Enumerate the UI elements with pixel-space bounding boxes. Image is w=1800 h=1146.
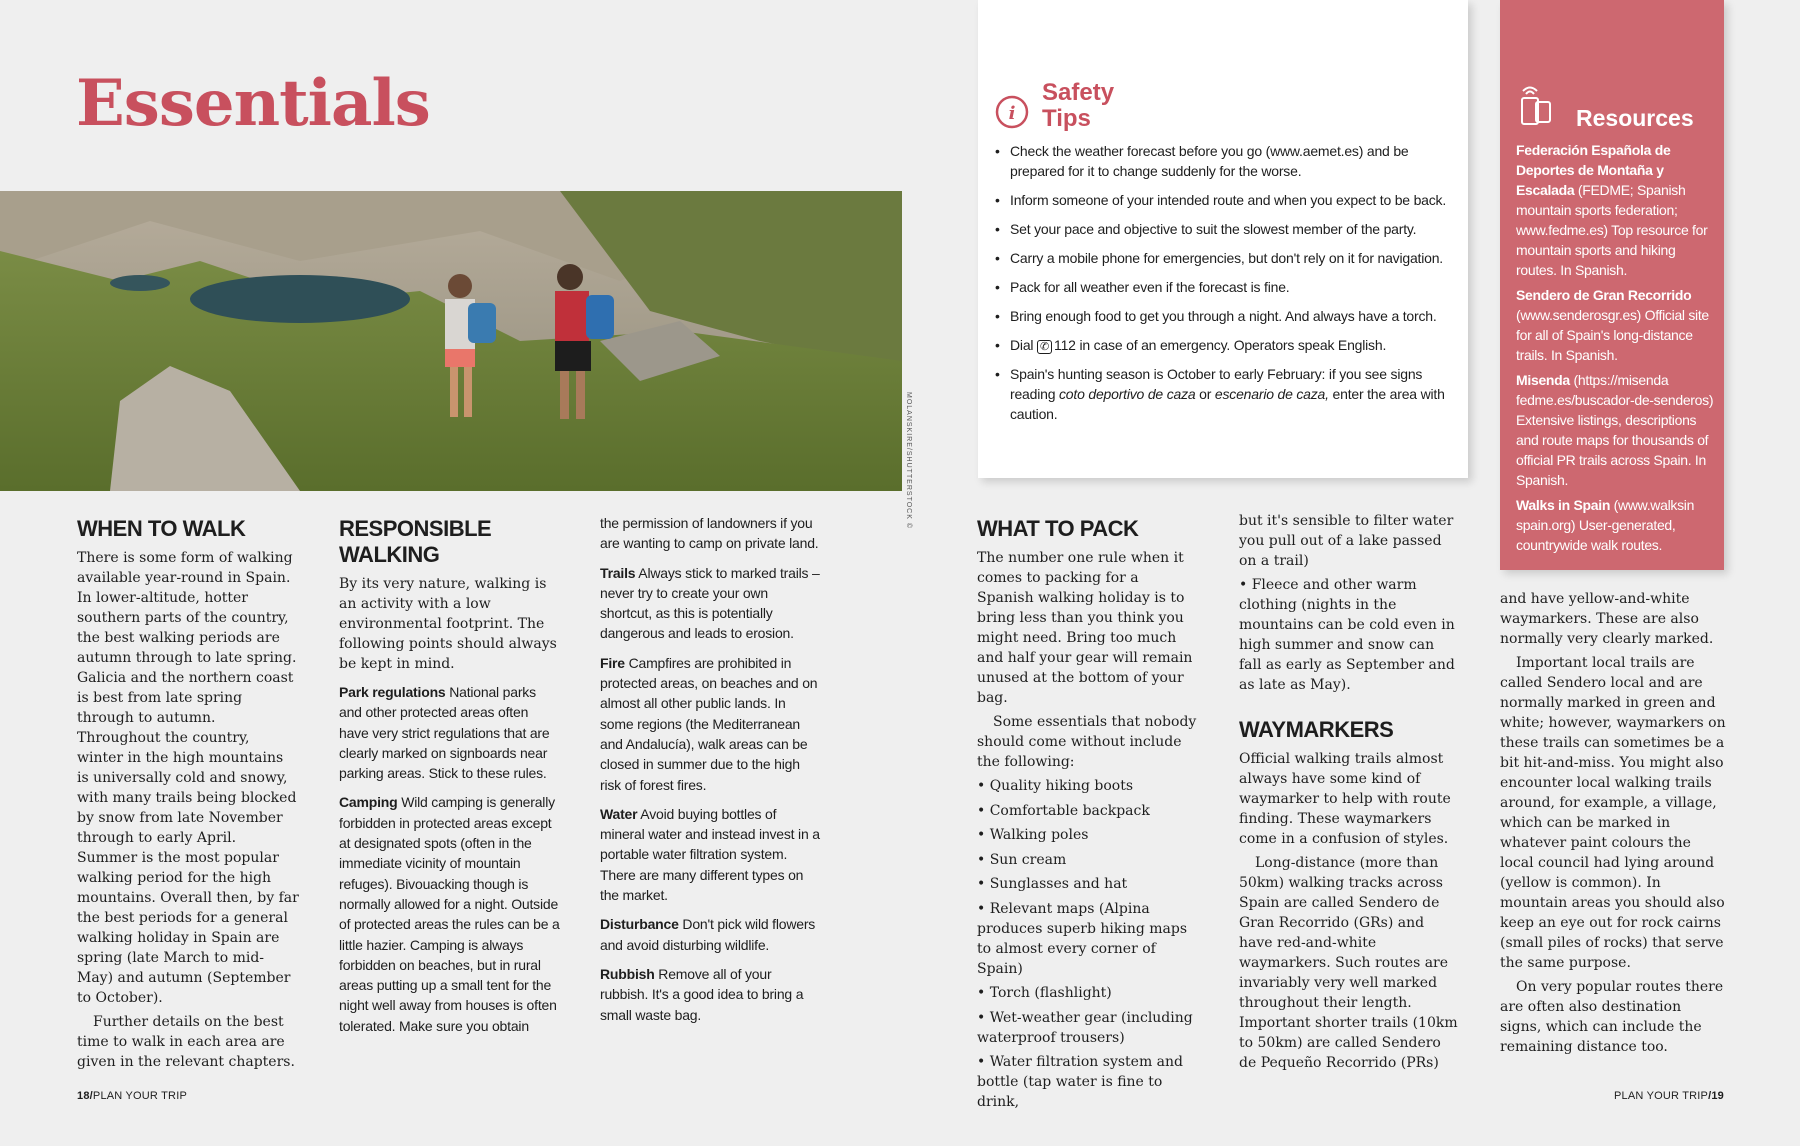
packing-item: • Fleece and other warm clothing (nights in the mountains can be cold even in high summer and snow can fall as early as September and as late as May).: [1239, 577, 1455, 693]
when-to-walk-section: [77, 516, 299, 1072]
safety-tip: • Check the weather forecast before you go (www.aemet.es) and be prepared for it to change suddenly for the worse.: [995, 141, 1453, 181]
photo-credit: MOLANSKIRE/SHUTTERSTOCK ©: [905, 392, 912, 529]
resource-name: Walks in Spain: [1516, 497, 1611, 513]
resource-name: Sendero de Gran Recorrido: [1516, 287, 1692, 303]
waymarkers-heading: WAYMARKERS: [1239, 717, 1394, 742]
tip-text: Dial: [1010, 337, 1038, 353]
safety-tip: • Inform someone of your intended route and when you expect to be back.: [995, 190, 1453, 210]
responsible-walking-section: [339, 516, 561, 1045]
tip-italic: coto deportivo de caza: [1059, 386, 1196, 402]
safety-title-line: Safety: [1042, 79, 1115, 106]
tip-text: or: [1195, 386, 1215, 402]
resource-item: [1516, 370, 1716, 490]
rule-camping: [339, 792, 561, 1036]
waymarkers-paragraph: Official walking trails almost always have some kind of waymarker to help with route finding. These waymarkers come in a confusion of styles.: [1239, 751, 1451, 847]
rule-text: Always stick to marked trails – never try to create your own shortcut, as this is potentially dangerous and leads to erosion.: [600, 564, 820, 642]
rule-text: Wild camping is generally forbidden in protected areas except at designated spots (often in the immediate vicinity of mountain refuges). Bivouacking though is normally allowed for a night. Outside of protected areas the rules can be a little hazier. Camping is always forbidden on beaches, but in rural areas putting up a small tent for the night well away from houses is often tolerated. Make sure you obtain: [339, 794, 560, 1034]
resources-title: Resources: [1576, 105, 1694, 131]
resource-item: [1516, 495, 1716, 555]
footer-left: 18/PLAN YOUR TRIP: [77, 1090, 187, 1102]
safety-tip: • Carry a mobile phone for emergencies, but don't rely on it for navigation.: [995, 248, 1453, 268]
hikers-photo-illustration: [0, 191, 902, 491]
packing-continued: but it's sensible to filter water you pull out of a lake passed on a trail): [1239, 513, 1454, 569]
tip-italic: escenario de caza,: [1214, 386, 1329, 402]
phone-icon: ✆: [1037, 340, 1052, 354]
rule-term: Rubbish: [600, 965, 655, 982]
rule-text: Don't pick wild flowers and avoid disturbing wildlife.: [600, 916, 816, 953]
safety-tip: • Pack for all weather even if the forecast is fine.: [995, 277, 1453, 297]
tip-text: in case of an emergency. Operators speak English.: [1075, 337, 1387, 353]
what-to-pack-section: [977, 516, 1199, 1117]
rule-term: Camping: [339, 794, 398, 811]
safety-tips-list: [995, 141, 1453, 433]
when-to-walk-heading: WHEN TO WALK: [77, 516, 246, 541]
rule-text: Avoid buying bottles of mineral water and instead invest in a portable water filtration system. There are many different types on the market.: [600, 805, 820, 904]
what-to-pack-paragraph: The number one rule when it comes to packing for a Spanish walking holiday is to bring less than you think you might need. Bring too much and half your gear will remain unused at the bottom of your bag.: [977, 550, 1193, 706]
resource-text: (www.senderosgr.es) Official site for all of Spain's long-distance trails. In Spanish.: [1516, 307, 1709, 363]
what-to-pack-heading: WHAT TO PACK: [977, 516, 1139, 541]
waymarkers-paragraph-5: On very popular routes there are often also destination signs, which can include the remaining distance too.: [1500, 979, 1724, 1055]
what-to-pack-paragraph-2: Some essentials that nobody should come without include the following:: [977, 714, 1197, 770]
responsible-walking-heading: RESPONSIBLE WALKING: [339, 516, 492, 567]
emergency-number: 112: [1054, 337, 1076, 353]
safety-tip: • Bring enough food to get you through a night. And always have a torch.: [995, 306, 1453, 326]
resource-item: [1516, 285, 1716, 365]
rule-park-regulations: [339, 682, 561, 783]
page-title: Essentials: [76, 66, 430, 141]
rule-text: Remove all of your rubbish. It's a good idea to bring a small waste bag.: [600, 965, 804, 1023]
packing-item: • Quality hiking boots: [977, 778, 1134, 794]
svg-text:i: i: [1008, 103, 1016, 124]
waymarkers-paragraph-2: Long-distance (more than 50km) walking tracks across Spain are called Sendero de Gran Recorrido (GRs) and have red-and-white waymarkers. Such routes are invariably very well marked throughout their length. Important shorter trails (10km to 50km) are called Sendero de Pequeño Recorrido (PRs): [1239, 855, 1458, 1071]
packing-item: • Torch (flashlight): [977, 985, 1112, 1001]
rule-text: Campfires are prohibited in protected areas, on beaches and on almost all other public lands. In some regions (the Mediterranean and Andalucía), walk areas can be closed in summer due to the high risk of forest fires.: [600, 654, 818, 793]
when-to-walk-paragraph-2: Further details on the best time to walk in each area are given in the relevant chapters.: [77, 1014, 295, 1070]
packing-list: [977, 776, 1199, 1112]
footer-section: PLAN YOUR TRIP: [92, 1090, 187, 1102]
rule-term: Trails: [600, 564, 636, 581]
footer-section: PLAN YOUR TRIP: [1614, 1090, 1709, 1102]
packing-item: • Sun cream: [977, 851, 1067, 868]
safety-title-line: Tips: [1042, 105, 1091, 132]
when-to-walk-paragraph: There is some form of walking available year-round in Spain. In lower-altitude, hotter southern parts of the country, the best walking periods are autumn through to late spring. Galicia and the northern coast is best from late spring through to autumn. Throughout the country, winter in the high mountains is universally cold and snowy, with many trails being blocked by snow from late November through to early April. Summer is the most popular walking period for the high mountains. Overall then, by far the best periods for a general walking holiday in Spain are spring (late March to mid-May) and autumn (September to October).: [77, 550, 299, 1006]
mobile-device-icon: [1518, 86, 1558, 126]
rule-water: [600, 804, 822, 905]
hikers-photo: [0, 191, 902, 491]
rule-term: Fire: [600, 654, 625, 671]
rule-rubbish: [600, 964, 822, 1025]
packing-item: • Relevant maps (Alpina produces superb hiking maps to almost every corner of Spain): [977, 900, 1188, 977]
packing-item: • Walking poles: [977, 827, 1089, 843]
rule-term: Disturbance: [600, 916, 679, 933]
responsible-intro: By its very nature, walking is an activity with a low environmental footprint. The following points should always be kept in mind.: [339, 576, 557, 672]
resource-name: Federación Española de Deportes de Montaña y Escalada: [1516, 142, 1671, 198]
rule-trails: [600, 563, 822, 644]
safety-tip-emergency: [995, 335, 1453, 355]
footer-right: PLAN YOUR TRIP/19: [1614, 1090, 1724, 1102]
rule-disturbance: [600, 914, 822, 955]
waymarkers-paragraph-3: and have yellow-and-white waymarkers. These are also normally very clearly marked.: [1500, 591, 1714, 647]
safety-tip-hunting: [995, 364, 1453, 424]
packing-item: • Comfortable backpack: [977, 802, 1150, 819]
info-icon: [995, 95, 1029, 129]
rule-text: National parks and other protected areas often have very strict regulations that are clearly marked on signboards near parking areas. Stick to these rules.: [339, 684, 550, 782]
tip-text: Spain's hunting season is October to early February: if you see signs reading: [1010, 366, 1423, 402]
packing-item: • Sunglasses and hat: [977, 876, 1128, 892]
waymarkers-section: [1239, 511, 1461, 1073]
tip-text: enter the area with caution.: [1010, 386, 1445, 422]
rule-term: Park regulations: [339, 684, 446, 700]
resource-name: Misenda: [1516, 372, 1570, 388]
resource-item: [1516, 140, 1716, 280]
resource-text: (https://misenda fedme.es/buscador-de-senderos) Extensive listings, descriptions and route maps for thousands of official PR trails across Spain. In Spanish.: [1516, 372, 1714, 488]
packing-item: • Wet-weather gear (including waterproof trousers): [977, 1009, 1193, 1046]
responsible-walking-continued: [600, 513, 822, 1034]
page-number: 19: [1711, 1090, 1724, 1102]
packing-item: • Water filtration system and bottle (tap water is fine to drink,: [977, 1054, 1184, 1110]
resource-text: (FEDME; Spanish mountain sports federation; www.fedme.es) Top resource for mountain sports and hiking routes. In Spanish.: [1516, 182, 1708, 278]
resources-list: [1516, 140, 1716, 560]
waymarkers-continued: [1500, 589, 1726, 1057]
camping-continued: the permission of landowners if you are wanting to camp on private land.: [600, 515, 819, 552]
resource-text: (www.walksin spain.org) User-generated, countrywide walk routes.: [1516, 497, 1695, 553]
safety-tip: • Set your pace and objective to suit the slowest member of the party.: [995, 219, 1453, 239]
rule-term: Water: [600, 805, 638, 822]
page-number: 18: [77, 1090, 90, 1102]
waymarkers-paragraph-4: Important local trails are called Sendero local and are normally marked in green and white; however, waymarkers on these trails can sometimes be a bit hit-and-miss. You might also encounter local walking trails around, for example, a village, which can be marked in whatever paint colours the local council had lying around (yellow is common). In mountain areas you should also keep an eye out for rock cairns (small piles of rocks) that serve the same purpose.: [1500, 655, 1726, 971]
safety-tips-title: [1042, 80, 1114, 132]
rule-fire: [600, 653, 822, 795]
